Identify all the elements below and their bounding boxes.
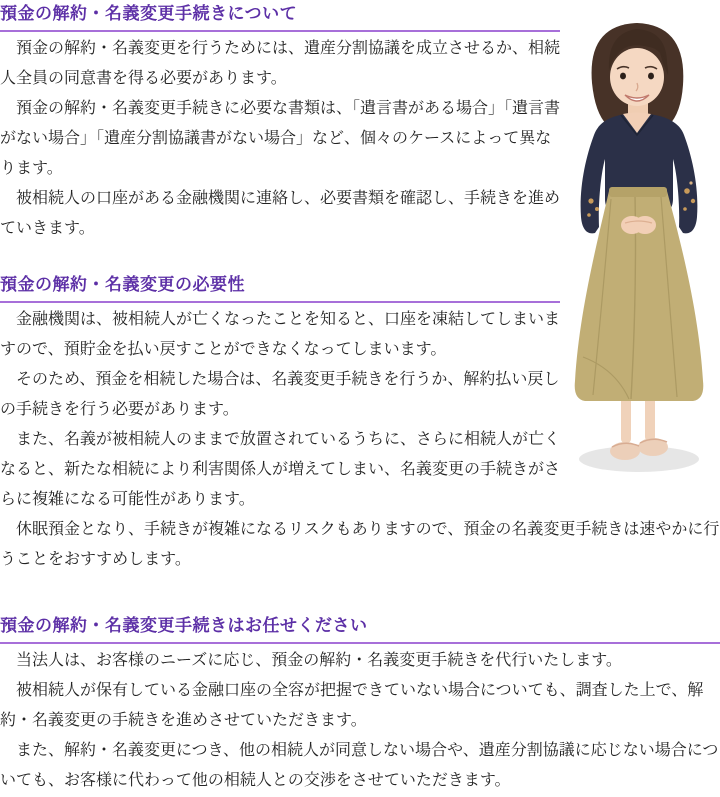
paragraph: 休眠預金となり、手続きが複雑になるリスクもありますので、預金の名義変更手続きは速やかに行うことをおすすめします。 [0,521,720,568]
paragraph: 預金の解約・名義変更を行うためには、遺産分割協議を成立させるか、相続人全員の同意書を得る必要があります。 [0,40,561,87]
paragraph: 被相続人が保有している金融口座の全容が把握できていない場合についても、調査した上で、解約・名義変更の手続きを進めさせていただきます。 [0,682,704,729]
paragraph: そのため、預金を相続した場合は、名義変更手続きを行うか、解約払い戻しの手続きを行う必要があります。 [0,371,560,418]
paragraph: 被相続人の口座がある金融機関に連絡し、必要書類を確認し、手続きを進めていきます。 [0,190,561,237]
staff-photo-illustration [565,13,715,475]
paragraph: 当法人は、お客様のニーズに応じ、預金の解約・名義変更手続きを代行いたします。 [16,652,622,669]
section-heading-service: 預金の解約・名義変更手続きはお任せください [0,615,720,644]
section-heading-about: 預金の解約・名義変更手続きについて [0,3,560,32]
staff-photo [560,3,720,503]
section-heading-necessity: 預金の解約・名義変更の必要性 [0,274,560,303]
paragraph: また、名義が被相続人のままで放置されているうちに、さらに相続人が亡くなると、新たな相続により利害関係人が増えてしまい、名義変更の手続きがさらに複雑になる可能性があります。 [0,431,561,508]
paragraph: 金融機関は、被相続人が亡くなったことを知ると、口座を凍結してしまいますので、預貯金を払い戻すことができなくなってしまいます。 [0,311,561,358]
section-service [0,615,720,796]
paragraph: 預金の解約・名義変更手続きに必要な書類は、「遺言書がある場合」「遺言書がない場合」「遺産分割協議書がない場合」など、個々のケースによって異なります。 [0,100,561,177]
paragraph: また、解約・名義変更につき、他の相続人が同意しない場合や、遺産分割協議に応じない場合についても、お客様に代わって他の相続人との交渉をさせていただきます。 [0,742,719,789]
